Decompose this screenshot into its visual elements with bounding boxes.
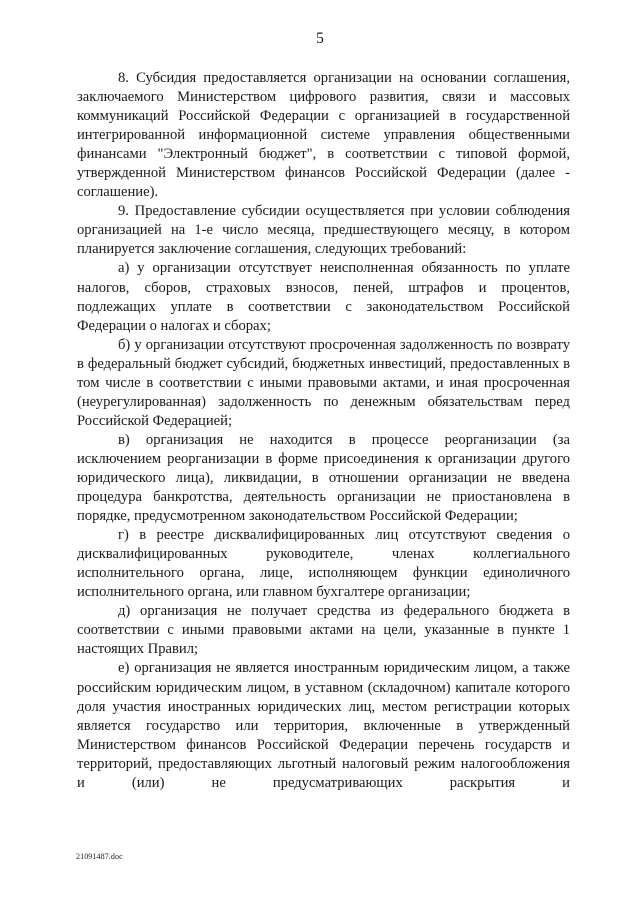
paragraph-9v: в) организация не находится в процессе реорганизации (за исключением реорганизации в форме присоединения к организации другого юридического лица), ликвидации, в отношении организации не введена процедура банкротства, деятельность организации не приостановлена в порядке, предусмотренном законодательством Российской Федерации; bbox=[77, 431, 570, 525]
document-body bbox=[77, 69, 570, 793]
paragraph-9d: д) организация не получает средства из федерального бюджета в соответствии с иными правовыми актами на цели, указанные в пункте 1 настоящих Правил; bbox=[77, 603, 570, 658]
paragraph-9e: е) организация не является иностранным юридическим лицом, а также российским юридическим лицом, в уставном (складочном) капитале которого доля участия иностранных юридических лиц, местом регистрации которых является государство или территория, включенные в утвержденный Министерством финансов Российской Федерации перечень государств и территорий, предоставляющих льготный налоговый режим налогообложения и (или) не предусматривающих раскрытия и bbox=[77, 660, 570, 791]
paragraph-8: 8. Субсидия предоставляется организации на основании соглашения, заключаемого Министерством цифрового развития, связи и массовых коммуникаций Российской Федерации с организацией в государственной интегрированной информационной системе управления общественными финансами "Электронный бюджет", в соответствии с типовой формой, утвержденной Министерством финансов Российской Федерации (далее - соглашение). bbox=[77, 70, 570, 201]
page-number: 5 bbox=[316, 30, 324, 47]
paragraph-9a: а) у организации отсутствует неисполненная обязанность по уплате налогов, сборов, страховых взносов, пеней, штрафов и процентов, подлежащих уплате в соответствии с законодательством Российской Федерации о налогах и сборах; bbox=[77, 260, 570, 334]
footer-filename: 21091487.doc bbox=[76, 852, 123, 861]
paragraph-9: 9. Предоставление субсидии осуществляется при условии соблюдения организацией на 1-е число месяца, предшествующего месяцу, в котором планируется заключение соглашения, следующих требований: bbox=[77, 203, 570, 258]
paragraph-9b: б) у организации отсутствуют просроченная задолженность по возврату в федеральный бюджет субсидий, бюджетных инвестиций, предоставленных в том числе в соответствии с иными правовыми актами, и иная просроченная (неурегулированная) задолженность по денежным обязательствам перед Российской Федерацией; bbox=[77, 336, 570, 429]
paragraph-9g: г) в реестре дисквалифицированных лиц отсутствуют сведения о дисквалифицированных руководителе, членах коллегиального исполнительного органа, лице, исполняющем функции единоличного исполнительного органа, или главном бухгалтере организации; bbox=[77, 527, 570, 601]
